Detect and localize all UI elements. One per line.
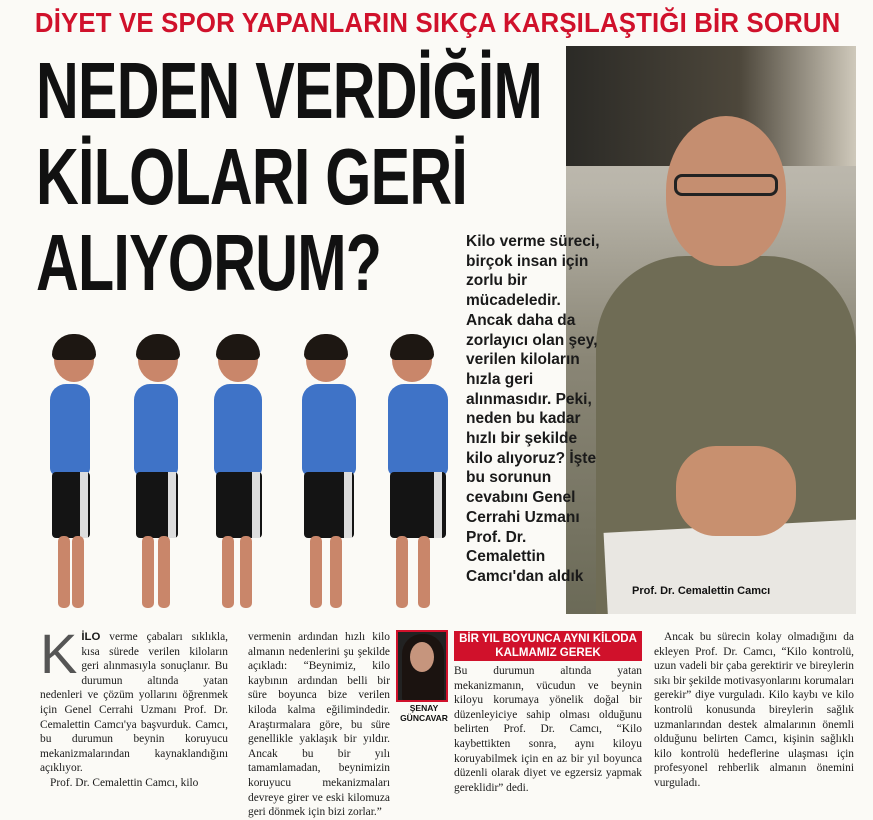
- headline-line-1: NEDEN VERDİĞİM: [36, 46, 543, 135]
- figure-1: [40, 332, 110, 617]
- clasped-hands: [676, 446, 796, 536]
- headline-line-2: KİLOLARI GERİ: [36, 132, 468, 221]
- headline-line-3: ALIYORUM?: [36, 218, 382, 307]
- col1-text: verme çabaları sıklıkla, kısa sürede verilen kiloların geri alınmasıyla sonuçlanır. Bu durumun altında yatan nedenleri ve çözüm yollarını öğrenmek için Genel Cerrahi Uzmanı Prof. Dr. Cemalettin Camcı'ya başvurduk. Camcı, bu durumun beynin koruyucu mekanizmalarından kaynaklandığını açıklıyor.: [40, 631, 228, 775]
- author-face: [410, 642, 434, 672]
- lead-word: İLO: [81, 631, 101, 643]
- author-photo: [396, 630, 448, 702]
- col4-text: Ancak bu sürecin kolay olmadığını da ekleyen Prof. Dr. Camcı, “Kilo kontrolü, uzun vadeli bir çaba gerektirir ve bireylerin sıkı bir şekilde motivasyonlarını korumaları gerekir” diye vurguladı. Kilo kaybı ve kilo kontrolü konusunda bireylerin sağlık uzmanlarından destek almalarının önemli olduğunu belirten Camcı, kişinin sağlıklı kilo kontrolü hedeflerine ulaşması için profesyonel rehberlik almanın önemini vurguladı.: [654, 631, 854, 789]
- figure-5: [378, 332, 448, 617]
- intro-text: Kilo verme süreci, birçok insan için zorlu bir mücadeledir. Ancak daha da zorlayıcı olan şey, verilen kiloların hızla geri alınmasıdır. Peki, neden bu kadar hızlı bir şekilde kilo alıyoruz? İşte bu sorunun cevabını Genel Cerrahi Uzmanı Prof. Dr. Cemalettin Camcı'dan aldık: [466, 233, 600, 585]
- article-column-1: [40, 622, 228, 791]
- article-column-3: Bu durumun altında yatan mekanizmanın, vücudun ve beynin kiloyu korumaya yönelik doğal bir düzenleyiciye sahip olması olduğunu belirten Prof. Dr. Camcı, “Kilo kaybettikten sonra, aynı kiloyu koruyabilmek için en az bir yıl boyunca düzenli olarak diyet ve egzersiz yapmak gereklidir” dedi.: [454, 665, 642, 794]
- figure-2: [124, 332, 194, 617]
- kicker-headline: DİYET VE SPOR YAPANLARIN SIKÇA KARŞILAŞTIĞI BİR SORUN: [34, 7, 841, 38]
- photo-caption: Prof. Dr. Cemalettin Camcı: [632, 585, 771, 597]
- author-name: ŞENAY GÜNCAVAR: [400, 703, 448, 723]
- drop-cap: K: [40, 622, 78, 685]
- glasses: [674, 174, 778, 196]
- article-column-2: vermenin ardından hızlı kilo almanın nedenlerini şu şekilde açıkladı: “Beynimiz, kilo kaybının ardından belli bir süre boyunca bize verilen kiloda kalma eğilimindedir. Araştırmalara göre, bu süre genellikle yaklaşık bir yıldır. Ancak bu bir yılı tamamlamadan, beynimizin koruyucu mekanizmaları devreye girer ve eski kilomuza geri dönmek için bizi zorlar.”: [248, 631, 390, 819]
- professor-photo: [566, 46, 856, 614]
- col1-text-2: Prof. Dr. Cemalettin Camcı, kilo: [50, 776, 199, 789]
- figure-3: [204, 332, 274, 617]
- figure-4: [292, 332, 362, 617]
- subheading: BİR YIL BOYUNCA AYNI KİLODA KALMAMIZ GEREK: [454, 631, 642, 661]
- article-column-4: [654, 630, 854, 791]
- weight-gain-figures: [40, 332, 460, 617]
